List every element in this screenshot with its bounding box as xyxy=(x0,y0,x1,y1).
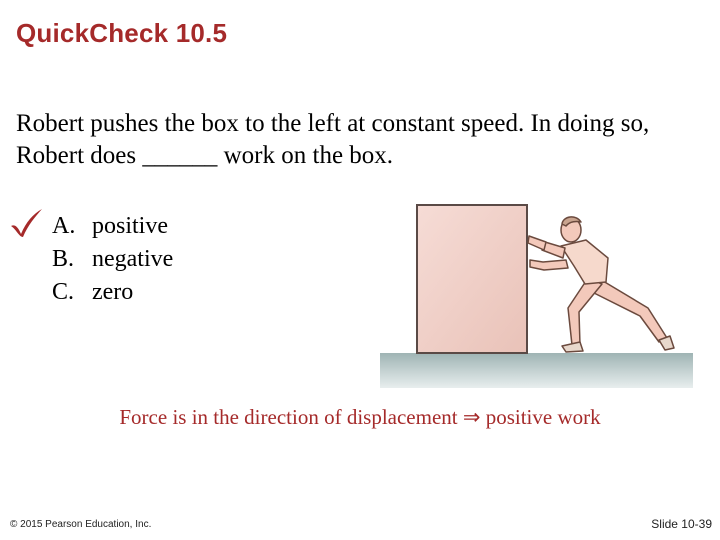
answer-options xyxy=(52,210,173,309)
option-a xyxy=(52,210,173,243)
option-text: positive xyxy=(92,213,168,239)
option-c xyxy=(52,276,173,309)
option-b xyxy=(52,243,173,276)
question-text: Robert pushes the box to the left at constant speed. In doing so, Robert does ______ work on the box. xyxy=(16,110,650,169)
floor xyxy=(380,353,693,388)
copyright-text: © 2015 Pearson Education, Inc. xyxy=(10,519,152,530)
slide-title: QuickCheck 10.5 xyxy=(16,18,228,48)
box xyxy=(417,205,527,353)
option-text: zero xyxy=(92,279,134,305)
feedback-text: Force is in the direction of displacement ⇒ positive work xyxy=(119,405,601,429)
robert-figure xyxy=(528,217,674,352)
option-letter: C. xyxy=(52,279,75,305)
option-text: negative xyxy=(92,246,174,272)
box-push-illustration xyxy=(380,200,693,388)
slide-number: Slide 10-39 xyxy=(651,517,712,531)
option-letter: A. xyxy=(52,213,76,239)
checkmark-icon xyxy=(8,207,44,239)
option-letter: B. xyxy=(52,246,75,272)
